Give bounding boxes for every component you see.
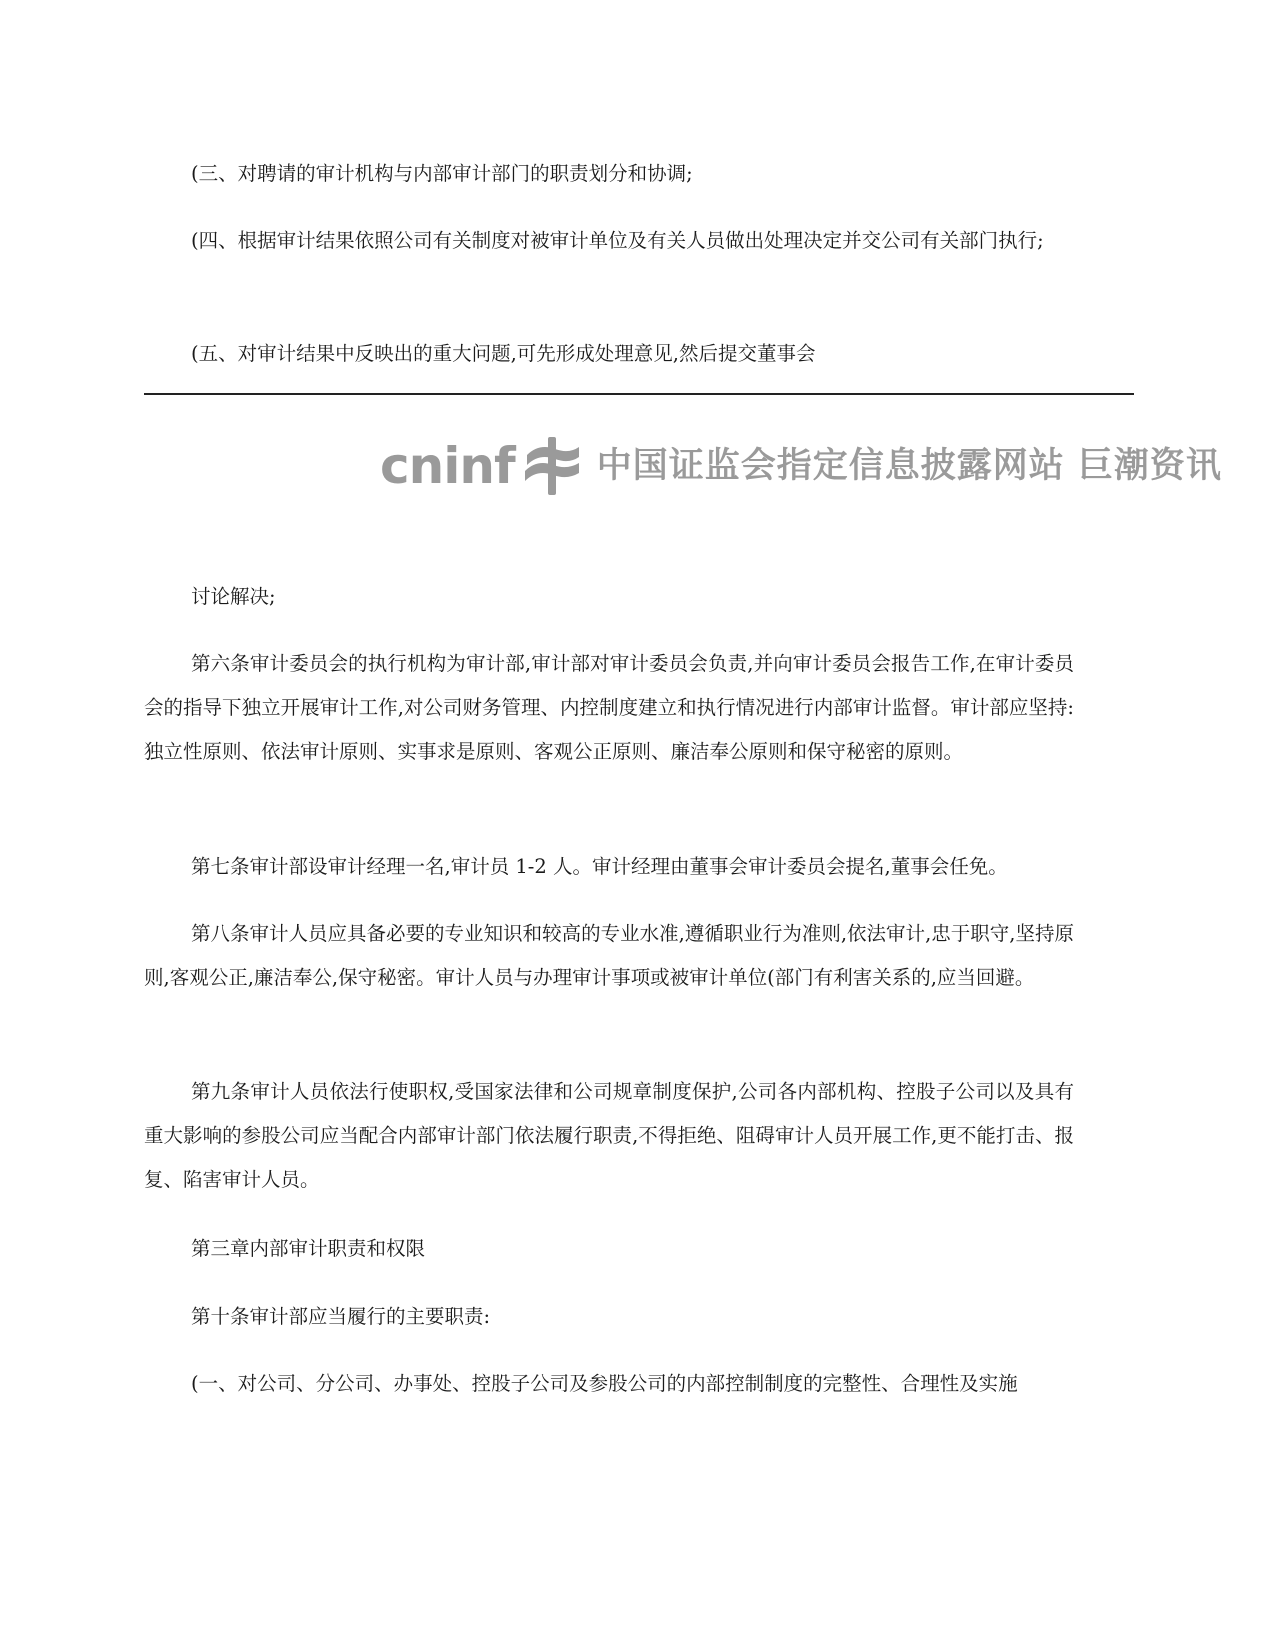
watermark-cjk-text: 中国证监会指定信息披露网站 巨潮资讯: [596, 445, 1222, 486]
paragraph-item-3: (三、对聘请的审计机构与内部审计部门的职责划分和协调;: [191, 162, 693, 185]
cninfo-logo-icon: [521, 435, 583, 497]
article-8-paragraph: 第八条审计人员应具备必要的专业知识和较高的专业水准,遵循职业行为准则,依法审计,忠于职守,坚持原则,客观公正,廉洁奉公,保守秘密。审计人员与办理审计事项或被审计单位(部门有利害关系的,应当回避。: [144, 922, 1074, 989]
paragraph-item-7: (一、对公司、分公司、办事处、控股子公司及参股公司的内部控制制度的完整性、合理性及实施: [191, 1372, 1018, 1395]
article-7-paragraph: 第七条审计部设审计经理一名,审计员 1-2 人。审计经理由董事会审计委员会提名,董事会任免。: [191, 855, 1008, 878]
chapter-3-heading: 第三章内部审计职责和权限: [191, 1237, 426, 1260]
paragraph-item-5: (五、对审计结果中反映出的重大问题,可先形成处理意见,然后提交董事会: [191, 342, 816, 365]
article-10-paragraph: 第十条审计部应当履行的主要职责:: [191, 1305, 491, 1328]
article-6-paragraph: 第六条审计委员会的执行机构为审计部,审计部对审计委员会负责,并向审计委员会报告工作,在审计委员会的指导下独立开展审计工作,对公司财务管理、内控制度建立和执行情况进行内部审计监督。审计部应坚持:独立性原则、依法审计原则、实事求是原则、客观公正原则、廉洁奉公原则和保守秘密的原则。: [144, 652, 1074, 763]
paragraph-item-4: (四、根据审计结果依照公司有关制度对被审计单位及有关人员做出处理决定并交公司有关部门执行;: [191, 229, 1044, 252]
article-9-paragraph: 第九条审计人员依法行使职权,受国家法律和公司规章制度保护,公司各内部机构、控股子公司以及具有重大影响的参股公司应当配合内部审计部门依法履行职责,不得拒绝、阻碍审计人员开展工作,更不能打击、报复、陷害审计人员。: [144, 1080, 1074, 1191]
page-divider: [144, 393, 1134, 395]
paragraph-item-6: 讨论解决;: [191, 585, 276, 608]
watermark-latin-text: cninf: [380, 437, 515, 495]
watermark-banner: [380, 430, 1275, 502]
